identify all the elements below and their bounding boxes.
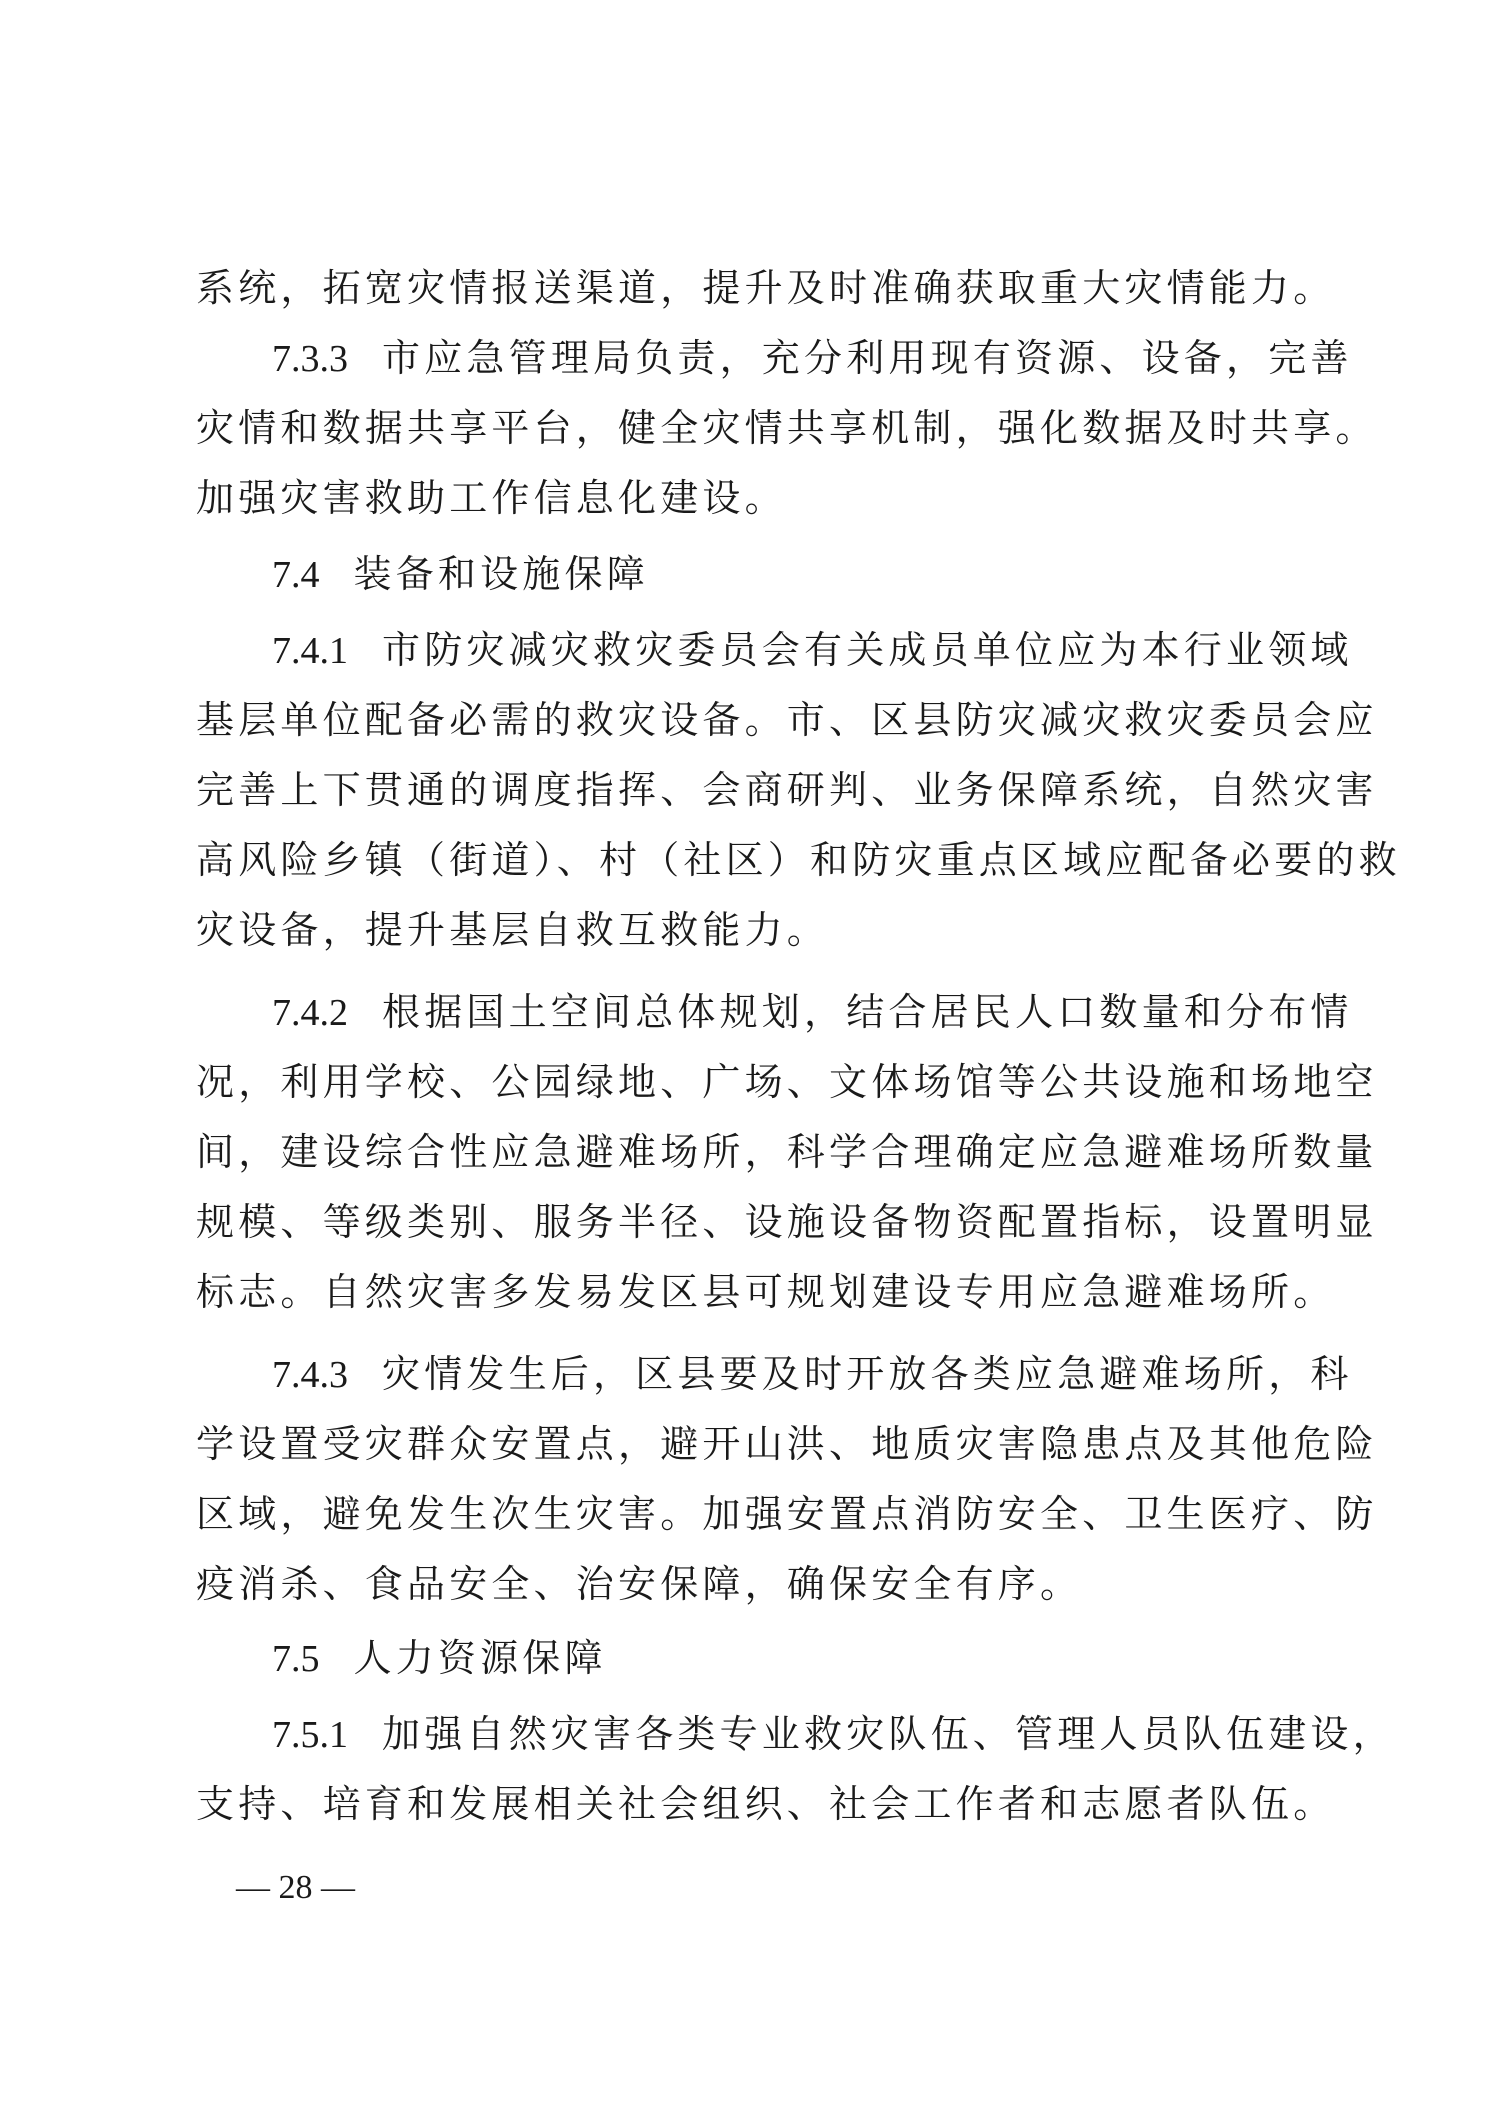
page-number: — 28 —: [236, 1869, 355, 1906]
body-text-line: 高风险乡镇（街道）、村（社区）和防灾重点区域应配备必要的救: [196, 838, 1401, 882]
body-text-line: 况，利用学校、公园绿地、广场、文体场馆等公共设施和场地空: [196, 1060, 1378, 1104]
clause-7-5-1: 7.5.1 加强自然灾害各类专业救灾队伍、管理人员队伍建设，: [272, 1704, 1372, 1764]
body-text-line: 灾情和数据共享平台，健全灾情共享机制，强化数据及时共享。: [196, 406, 1378, 450]
body-text-line: 区域，避免发生次生灾害。加强安置点消防安全、卫生医疗、防: [196, 1492, 1378, 1536]
clause-number: 7.5.1: [272, 1714, 348, 1756]
body-text-line: 疫消杀、食品安全、治安保障，确保安全有序。: [196, 1562, 1083, 1606]
body-text-line: 灾设备，提升基层自救互救能力。: [196, 908, 830, 952]
body-text-line: 规模、等级类别、服务半径、设施设备物资配置指标，设置明显: [196, 1200, 1378, 1244]
section-heading-7-4: 7.4 装备和设施保障: [272, 544, 1372, 604]
clause-number: 7.4.1: [272, 630, 348, 672]
clause-7-4-2: 7.4.2 根据国土空间总体规划，结合居民人口数量和分布情: [272, 982, 1372, 1042]
clause-number: 7.4.3: [272, 1354, 348, 1396]
clause-7-4-3: 7.4.3 灾情发生后，区县要及时开放各类应急避难场所，科: [272, 1344, 1372, 1404]
section-number: 7.4: [272, 554, 320, 596]
section-number: 7.5: [272, 1638, 320, 1680]
body-text-line: 间，建设综合性应急避难场所，科学合理确定应急避难场所数量: [196, 1130, 1378, 1174]
body-text-line: 完善上下贯通的调度指挥、会商研判、业务保障系统，自然灾害: [196, 768, 1378, 812]
clause-number: 7.3.3: [272, 338, 348, 380]
body-text-line: 学设置受灾群众安置点，避开山洪、地质灾害隐患点及其他危险: [196, 1422, 1378, 1466]
section-heading-7-5: 7.5 人力资源保障: [272, 1628, 1372, 1688]
clause-7-3-3: 7.3.3 市应急管理局负责，充分利用现有资源、设备，完善: [272, 328, 1372, 388]
body-text-line: 支持、培育和发展相关社会组织、社会工作者和志愿者队伍。: [196, 1782, 1336, 1826]
clause-number: 7.4.2: [272, 992, 348, 1034]
body-text-line: 加强灾害救助工作信息化建设。: [196, 476, 787, 520]
body-text-line: 基层单位配备必需的救灾设备。市、区县防灾减灾救灾委员会应: [196, 698, 1378, 742]
body-text-line: 标志。自然灾害多发易发区县可规划建设专用应急避难场所。: [196, 1270, 1336, 1314]
body-text-line: 系统，拓宽灾情报送渠道，提升及时准确获取重大灾情能力。: [196, 266, 1336, 310]
clause-7-4-1: 7.4.1 市防灾减灾救灾委员会有关成员单位应为本行业领域: [272, 620, 1372, 680]
